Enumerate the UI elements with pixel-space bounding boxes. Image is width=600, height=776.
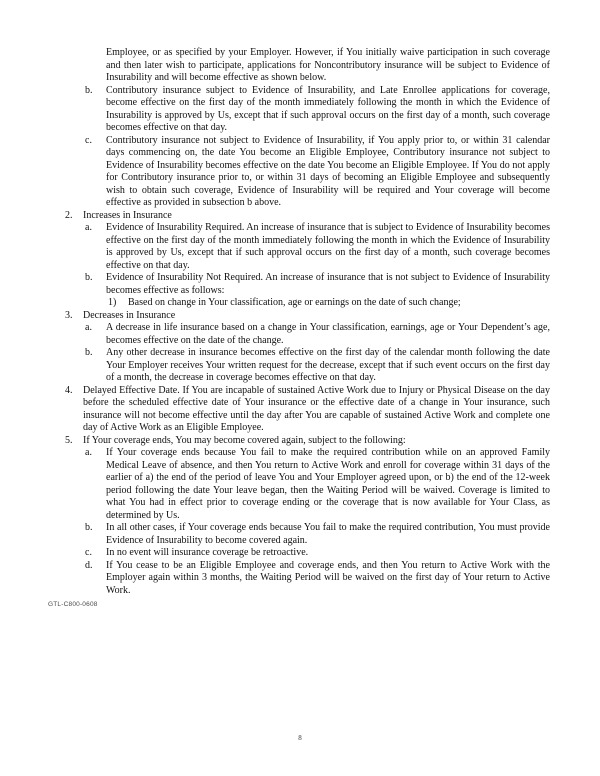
list-item-text: Decreases in Insurance <box>83 309 176 321</box>
list-item <box>65 385 550 435</box>
list-item-text: In no event will insurance coverage be retroactive. <box>106 547 309 558</box>
list-item-marker: c. <box>85 547 92 558</box>
list-item-text: Increases in Insurance <box>83 209 172 221</box>
list-item <box>85 522 550 547</box>
list-item-marker: b. <box>85 347 93 358</box>
list-item-marker: 1) <box>108 297 117 308</box>
list-item <box>106 47 550 85</box>
list-item <box>85 85 550 135</box>
list-item-text: Contributory insurance not subject to Evidence of Insurability, if You apply prior to, or within 31 calendar days commencing on, the date You become an Eligible Employee, Contributory insurance not subject to Evidence of Insurability becomes effective on the date You become an Eligible Employee. If You do not apply for Contributory insurance prior to, or within 31 days of becoming an Eligible Employee and subsequently wish to obtain such coverage, Evidence of Insurability will be required and Your coverage will become effective as provided in subsection b above. <box>106 134 550 208</box>
document-body <box>65 47 550 597</box>
list-item-marker: 4. <box>65 384 73 396</box>
list-item <box>108 297 550 310</box>
list-item-text: Evidence of Insurability Not Required. An increase of insurance that is not subject to Evidence of Insurability becomes effective as follows: <box>106 272 550 296</box>
list-item-marker: c. <box>85 134 92 146</box>
page-number: 8 <box>298 734 302 742</box>
list-item-text: Contributory insurance subject to Evidence of Insurability, and Late Enrollee applications for coverage, become effective on the first day of the month immediately following the month in which the Evidence of Insurability is approved by Us, except that if such approval occurs on the first day of a month, such coverage becomes effective on that day. <box>106 84 550 133</box>
list-item-marker: d. <box>85 559 93 571</box>
list-item-marker: b. <box>85 522 93 533</box>
list-item-text: If You cease to be an Eligible Employee and coverage ends, and then You return to Active Work with the Employer again within 3 months, the Waiting Period will be waived on the first day of Your return to Active Work. <box>106 559 550 596</box>
list-item-text: If Your coverage ends because You fail to make the required contribution while on an approved Family Medical Leave of absence, and then You return to Active Work and enroll for coverage within 31 days of the earlier of a) the end of the period of leave You and Your Employer agreed upon, or b) the end of the 12-week period following the date Your leave began, then the Waiting Period will be waived. Coverage is limited to what You had in effect prior to coverage ending or the coverage that is now available for Your Class, as determined by Us. <box>106 447 550 521</box>
list-item <box>85 135 550 210</box>
form-code: GTL-C800-0608 <box>48 601 98 608</box>
list-item <box>85 547 550 560</box>
list-item-marker: 3. <box>65 309 73 321</box>
list-item-marker: a. <box>85 322 92 333</box>
list-item-text: Any other decrease in insurance becomes effective on the first day of the calendar month following the date Your Employer receives Your written request for the decrease, except that if such event occurs on the first day of a month, the decrease in coverage becomes effective on that day. <box>106 347 550 383</box>
list-item <box>65 310 550 323</box>
list-item <box>65 210 550 223</box>
list-item-marker: a. <box>85 447 92 458</box>
list-item-text: Delayed Effective Date. If You are incapable of sustained Active Work due to Injury or Physical Disease on the day before the scheduled effective date of Your insurance or the effective date of a change in Your insurance, such insurance will not become effective until the day after You are capable of sustained Active Work and complete one day of Active Work as an Eligible Employee. <box>83 384 550 433</box>
list-item <box>85 222 550 272</box>
list-item-text: Employee, or as specified by your Employer. However, if You initially waive participation in such coverage and then later wish to participate, applications for Noncontributory insurance will be subject to Evidence of Insurability and will become effective as shown below. <box>106 47 550 83</box>
list-item <box>65 435 550 448</box>
list-item <box>85 447 550 522</box>
list-item-marker: b. <box>85 272 93 283</box>
list-item-text: A decrease in life insurance based on a change in Your classification, earnings, age or Your Dependent’s age, becomes effective on the date of the change. <box>106 322 550 346</box>
list-item-marker: 5. <box>65 434 73 446</box>
list-item-marker: 2. <box>65 209 73 221</box>
list-item-marker: b. <box>85 84 93 96</box>
list-item <box>85 272 550 297</box>
list-item-text: Evidence of Insurability Required. An increase of insurance that is subject to Evidence of Insurability becomes effective on the first day of the month immediately following the month in which the Evidence of Insurability is approved by Us, except that if such approval occurs on the first day of a month, such coverage becomes effective on that day. <box>106 222 550 271</box>
list-item-text: Based on change in Your classification, age or earnings on the date of such change; <box>128 297 461 308</box>
list-item-marker: a. <box>85 222 92 233</box>
list-item <box>85 560 550 598</box>
list-item <box>85 322 550 347</box>
list-item-text: If Your coverage ends, You may become covered again, subject to the following: <box>83 434 406 446</box>
list-item-text: In all other cases, if Your coverage ends because You fail to make the required contribution, You must provide Evidence of Insurability to become covered again. <box>106 522 550 546</box>
list-item <box>85 347 550 385</box>
